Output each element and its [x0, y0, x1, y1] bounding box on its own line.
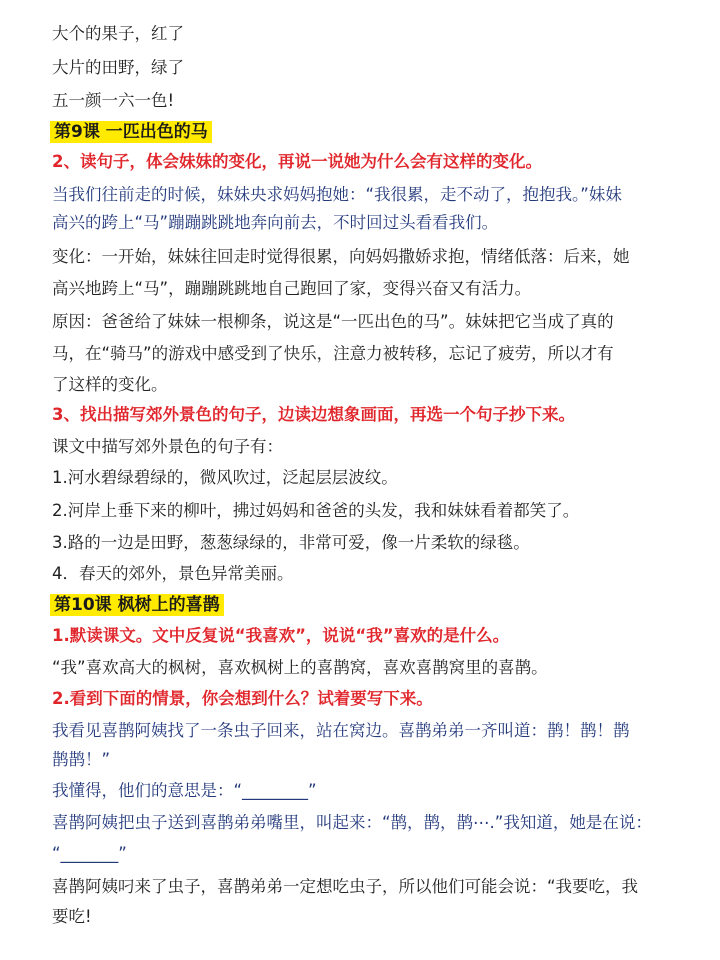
answer-line: 4．春天的郊外，景色异常美丽。 [52, 564, 294, 583]
question-line: 1.默读课文。文中反复说“我喜欢”，说说“我”喜欢的是什么。 [52, 626, 510, 645]
lesson-heading [50, 592, 224, 618]
quote-line: 高兴的跨上“马”蹦蹦跳跳地奔向前去，不时回过头看看我们。 [52, 213, 499, 232]
answer-line: 要吃! [52, 907, 92, 926]
text-line: 大个的果子，红了 [52, 24, 184, 43]
text-line: 大片的田野，绿了 [52, 58, 184, 77]
answer-line: 马，在“骑马”的游戏中感受到了快乐，注意力被转移，忘记了疲劳，所以才有 [52, 344, 614, 363]
question-line: 2、读句子，体会妹妹的变化，再说一说她为什么会有这样的变化。 [52, 152, 542, 171]
answer-line: 3.路的一边是田野，葱葱绿绿的，非常可爱，像一片柔软的绿毯。 [52, 533, 530, 552]
answer-line: 我懂得，他们的意思是：“________” [52, 781, 317, 800]
answer-line: 我看见喜鹊阿姨找了一条虫子回来，站在窝边。喜鹊弟弟一齐叫道：鹊！鹊！鹊 [52, 721, 630, 740]
answer-line: 鹊鹊！” [52, 750, 111, 769]
quote-line: 当我们往前走的时候，妹妹央求妈妈抱她：“我很累，走不动了，抱抱我。”妹妹 [52, 185, 622, 204]
lesson-heading [50, 119, 212, 145]
question-line: 2.看到下面的情景，你会想到什么？试着要写下来。 [52, 689, 433, 708]
answer-line: 高兴地跨上“马”，蹦蹦跳跳地自己跑回了家，变得兴奋又有活力。 [52, 279, 532, 298]
answer-line: 原因：爸爸给了妹妹一根柳条，说这是“一匹出色的马”。妹妹把它当成了真的 [52, 312, 614, 331]
answer-line: 课文中描写郊外景色的句子有： [52, 437, 283, 456]
answer-line: 变化：一开始，妹妹往回走时觉得很累，向妈妈撒娇求抱，情绪低落：后来，她 [52, 247, 630, 266]
lesson-heading-text: 第9课 一匹出色的马 [50, 121, 212, 143]
answer-line: 1.河水碧绿碧绿的，微风吹过，泛起层层波纹。 [52, 468, 398, 487]
question-line: 3、找出描写郊外景色的句子，边读边想象画面，再选一个句子抄下来。 [52, 405, 575, 424]
answer-line: 了这样的变化。 [52, 375, 168, 394]
answer-line: “我”喜欢高大的枫树，喜欢枫树上的喜鹊窝，喜欢喜鹊窝里的喜鹊。 [52, 658, 548, 677]
lesson-heading-text: 第10课 枫树上的喜鹊 [50, 594, 224, 616]
answer-line: 2.河岸上垂下来的柳叶，拂过妈妈和爸爸的头发，我和妹妹看着都笑了。 [52, 501, 580, 520]
answer-line: 喜鹊阿姨把虫子送到喜鹊弟弟嘴里，叫起来：“鹊，鹊，鹊⋯.”我知道，她是在说： [52, 813, 652, 832]
answer-line: 喜鹊阿姨叼来了虫子，喜鹊弟弟一定想吃虫子，所以他们可能会说：“我要吃，我 [52, 877, 639, 896]
answer-line: “_______” [52, 844, 127, 863]
text-line: 五一颜一六一色! [52, 91, 175, 110]
